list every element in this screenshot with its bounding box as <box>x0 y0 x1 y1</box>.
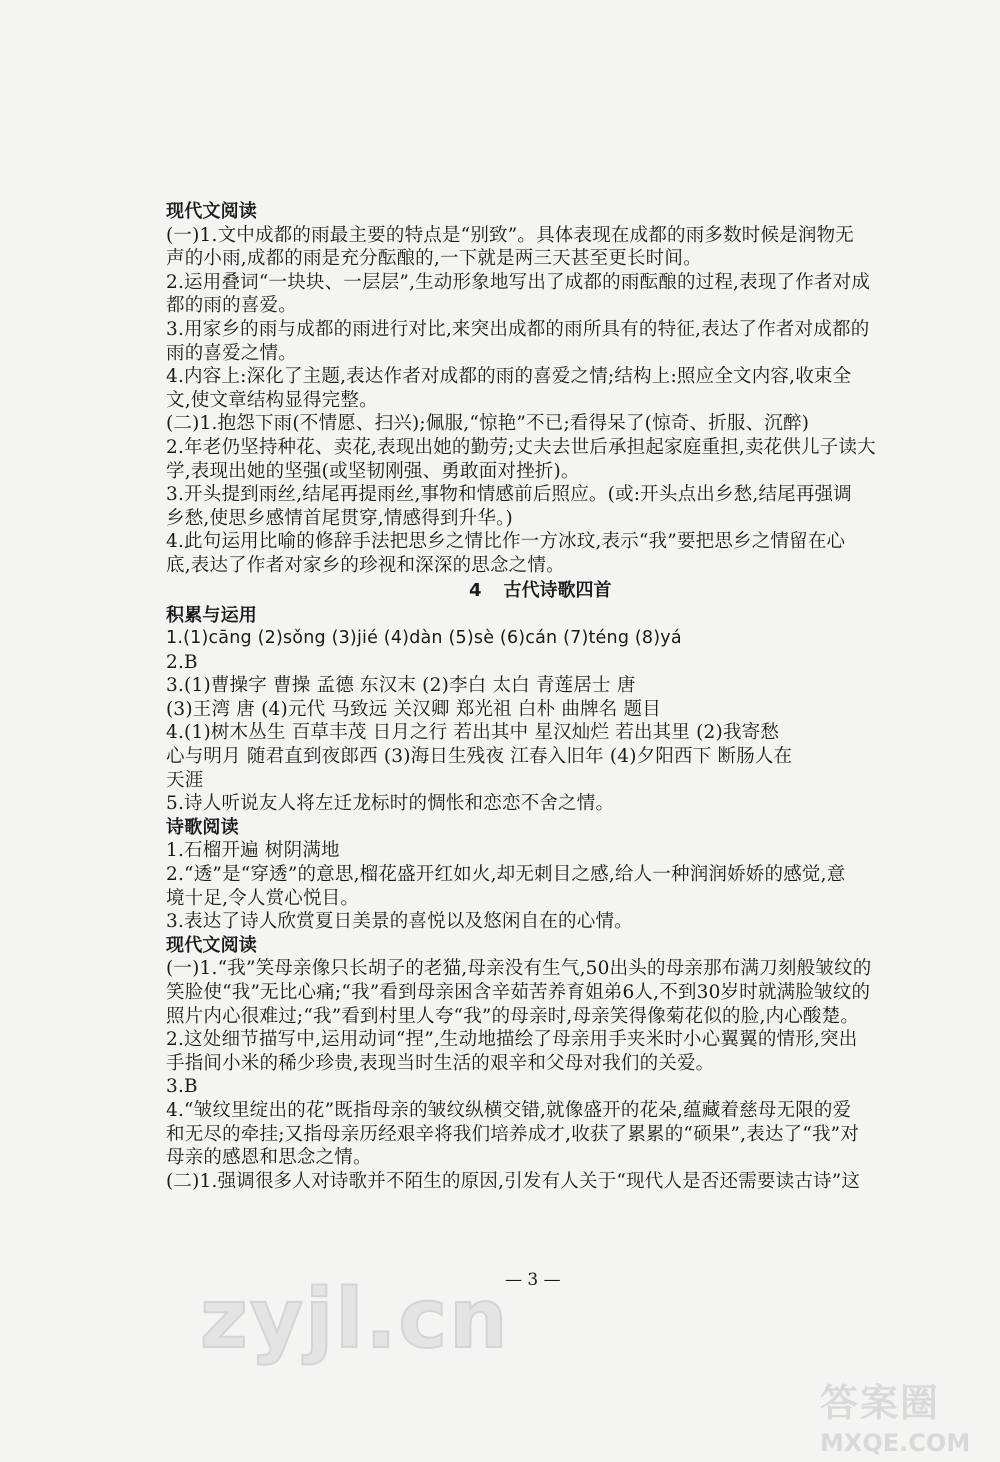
text-line: 2.这处细节描写中,运用动词“捏”,生动地描绘了母亲用手夹米时小心翼翼的情形,突出 <box>166 1029 858 1051</box>
text-line: 雨的喜爱之情。 <box>166 342 297 364</box>
text-line: 2.运用叠词“一块块、一层层”,生动形象地写出了成都的雨酝酿的过程,表现了作者对成 <box>166 271 871 293</box>
text-line: (二)1.抱怨下雨(不情愿、扫兴);佩服,“惊艳”不已;看得呆了(惊奇、折服、沉醉) <box>166 413 810 435</box>
watermark-site-text: MXQE.COM <box>820 1429 971 1457</box>
section-heading-modern-reading-1: 现代文阅读 <box>166 201 257 222</box>
text-line: 照片内心很难过;“我”看到村里人夸“我”的母亲时,母亲笑得像菊花似的脸,内心酸楚。 <box>166 1005 860 1027</box>
section-heading-poetry-reading: 诗歌阅读 <box>166 816 239 838</box>
lesson-title-text: 古代诗歌四首 <box>503 579 612 601</box>
text-line: (一)1.文中成都的雨最主要的特点是“别致”。具体表现在成都的雨多数时候是润物无 <box>166 224 855 246</box>
text-line: 5.诗人听说友人将左迁龙标时的惆怅和恋恋不舍之情。 <box>166 793 615 815</box>
text-line: 4.“皱纹里绽出的花”既指母亲的皱纹纵横交错,就像盛开的花朵,蕴藏着慈母无限的爱 <box>166 1099 852 1121</box>
text-line: 3.(1)曹操字 曹操 孟德 东汉末 (2)李白 太白 青莲居士 唐 <box>166 675 636 697</box>
text-line: 2.“透”是“穿透”的意思,榴花盛开红如火,却无刺目之感,给人一种润润娇娇的感觉,意 <box>166 864 846 886</box>
text-line: 3.开头提到雨丝,结尾再提雨丝,事物和情感前后照应。(或:开头点出乡愁,结尾再强调 <box>166 484 852 506</box>
text-line: 4.此句运用比喻的修辞手法把思乡之情比作一方冰玟,表示“我”要把思乡之情留在心 <box>166 531 846 553</box>
lesson-number: 4 <box>469 579 482 601</box>
text-line: 3.B <box>166 1076 198 1098</box>
text-line: 文,使文章结构显得完整。 <box>166 389 378 411</box>
text-line: 学,表现出她的坚强(或坚韧刚强、勇敢面对挫折)。 <box>166 460 580 482</box>
watermark-zyjl: zyjl.cn <box>200 1272 510 1367</box>
text-line: (二)1.强调很多人对诗歌并不陌生的原因,引发有人关于“现代人是否还需要读古诗”这 <box>166 1170 861 1192</box>
text-line: 1.(1)cāng (2)sǒng (3)jié (4)dàn (5)sè (6)cán (7)téng (8)yá <box>166 628 682 649</box>
text-line: 境十足,令人赏心悦目。 <box>166 887 360 909</box>
text-line: 1.石榴开遍 树阴满地 <box>166 840 340 862</box>
text-line: 2.年老仍坚持种花、卖花,表现出她的勤劳;丈夫去世后承担起家庭重担,卖花供儿子读大 <box>166 436 876 458</box>
watermark-mxqe <box>820 1372 970 1457</box>
text-line: 2.B <box>166 651 198 673</box>
text-line: 心与明月 随君直到夜郎西 (3)海日生残夜 江春入旧年 (4)夕阳西下 断肠人在 <box>166 746 793 768</box>
section4-body <box>166 957 906 1193</box>
section1-body <box>166 224 906 578</box>
answer-content <box>166 200 906 1193</box>
lesson-title <box>166 578 906 604</box>
text-line: 4.(1)树木丛生 百草丰茂 日月之行 若出其中 星汉灿烂 若出其里 (2)我寄愁 <box>166 722 780 744</box>
section-heading-modern-reading-2: 现代文阅读 <box>166 934 257 956</box>
text-line: 底,表达了作者对家乡的珍视和深深的思念之情。 <box>166 554 565 576</box>
text-line: 乡愁,使思乡感情首尾贯穿,情感得到升华。) <box>166 507 513 529</box>
section-heading-accumulation: 积累与运用 <box>166 604 257 626</box>
text-line: (3)王湾 唐 (4)元代 马致远 关汉卿 郑光祖 白朴 曲牌名 题目 <box>166 698 661 720</box>
text-line: 3.表达了诗人欣赏夏日美景的喜悦以及悠闲自在的心情。 <box>166 911 633 933</box>
text-line: (一)1.“我”笑母亲像只长胡子的老猫,母亲没有生气,50出头的母亲那布满刀刻般皱纹的 <box>166 958 872 980</box>
section3-body <box>166 839 906 933</box>
text-line: 声的小雨,成都的雨是充分酝酿的,一下就是两三天甚至更长时间。 <box>166 248 702 270</box>
section2-body <box>166 627 906 816</box>
watermark-logo-text: 答案圈 <box>820 1381 941 1425</box>
text-line: 都的雨的喜爱。 <box>166 295 297 317</box>
text-line: 3.用家乡的雨与成都的雨进行对比,来突出成都的雨所具有的特征,表达了作者对成都的 <box>166 318 870 340</box>
text-line: 天涯 <box>166 769 204 791</box>
text-line: 手指间小米的稀少珍贵,表现当时生活的艰辛和父母对我们的关爱。 <box>166 1052 715 1074</box>
text-line: 笑脸使“我”无比心痛;“我”看到母亲困含辛茹苦养育姐弟6人,不到30岁时就满脸皱纹的 <box>166 982 871 1003</box>
text-line: 和无尽的牵挂;又指母亲历经艰辛将我们培养成才,收获了累累的“硕果”,表达了“我”对 <box>166 1123 860 1145</box>
text-line: 母亲的感恩和思念之情。 <box>166 1147 372 1169</box>
text-line: 4.内容上:深化了主题,表达作者对成都的雨的喜爱之情;结构上:照应全文内容,收束全 <box>166 366 852 388</box>
page-number: — 3 — <box>505 1270 561 1290</box>
